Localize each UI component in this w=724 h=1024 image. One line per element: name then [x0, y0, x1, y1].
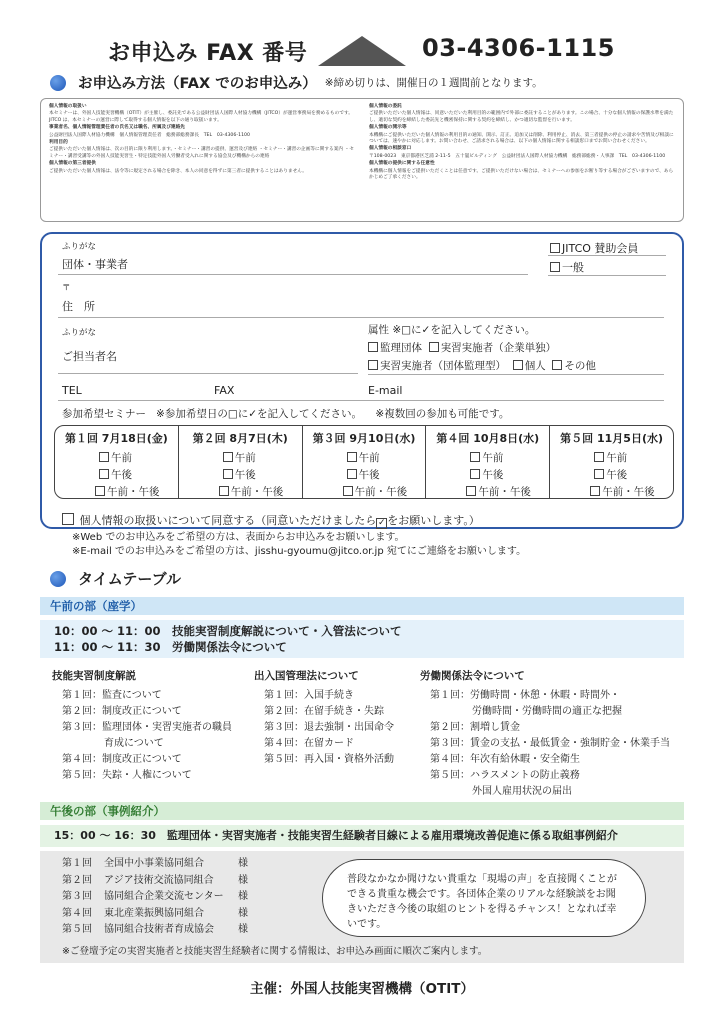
furigana-label: ふりがな	[62, 242, 97, 252]
seminar-label-row	[62, 406, 509, 421]
am-time-block	[40, 620, 684, 658]
seminar-date: 第１回 7月18日(金)	[64, 432, 168, 445]
seminar-note: ※参加希望日の□に✓を記入してください。	[156, 408, 363, 420]
seminar-option-both[interactable]	[55, 484, 178, 501]
consent-text: 個人情報の取扱いについて同意する（同意いただけましたら	[79, 514, 377, 527]
member-option-jitco-label: JITCO 賛助会員	[562, 242, 639, 255]
case-number: 第４回	[62, 907, 92, 919]
checkbox[interactable]	[550, 243, 560, 253]
case-number: 第５回	[62, 924, 92, 935]
divider	[368, 374, 664, 375]
option-label: 午前	[234, 452, 256, 464]
bullet-circle-icon	[50, 571, 66, 587]
privacy-text: ご提供いただいた個人情報は、法令等に規定される場合を除き、本人の同意を得ずに第三者に提供することはありません。	[49, 168, 307, 174]
attr-option-label: 実習実施者（団体監理型）	[380, 360, 506, 372]
seminar-column	[55, 426, 179, 498]
topic-item: 第１回：労働時間・休憩・休暇・時間外・	[430, 690, 620, 701]
seminar-option-am[interactable]	[303, 450, 426, 467]
option-label: 午前・午後	[230, 486, 284, 498]
checkbox[interactable]	[429, 342, 439, 352]
checkbox[interactable]	[223, 469, 233, 479]
seminar-option-pm[interactable]	[426, 467, 549, 484]
option-label: 午後	[358, 469, 380, 481]
privacy-heading: 個人情報の委託	[369, 104, 402, 109]
option-label: 午前・午後	[354, 486, 408, 498]
option-label: 午後	[606, 469, 628, 481]
checkbox[interactable]	[368, 360, 378, 370]
member-option-jitco[interactable]	[550, 240, 638, 256]
checkbox[interactable]	[513, 360, 523, 370]
case-suffix: 様	[238, 874, 248, 886]
privacy-heading: 個人情報の取扱い	[49, 104, 87, 109]
seminar-date: 第２回 8月7日(木)	[192, 432, 288, 445]
am-time-2: 11：00 ～ 11：30 労働関係法令について	[54, 640, 287, 654]
application-notes	[72, 531, 526, 559]
privacy-policy-box	[40, 98, 684, 222]
checkbox[interactable]	[368, 342, 378, 352]
topic-item: 第４回：制度改正について	[62, 754, 182, 765]
timetable-section-head	[50, 568, 181, 589]
am-times	[40, 620, 684, 658]
contact-person-field[interactable]	[58, 373, 358, 374]
seminar-option-am[interactable]	[179, 450, 302, 467]
privacy-heading: 個人情報の第三者提供	[49, 161, 96, 167]
application-form	[40, 232, 684, 529]
privacy-heading: 個人情報の相談窓口	[369, 146, 412, 152]
case-number: 第３回	[62, 891, 92, 902]
checkbox[interactable]	[99, 452, 109, 462]
case-organization: アジア技術交流協同組合	[104, 874, 214, 886]
checkbox[interactable]	[347, 469, 357, 479]
divider	[548, 275, 666, 276]
checkbox[interactable]	[552, 360, 562, 370]
seminar-label: 参加希望セミナー	[62, 408, 146, 420]
seminar-option-am[interactable]	[550, 450, 673, 467]
option-label: 午前・午後	[602, 486, 655, 498]
option-label: 午前	[482, 452, 504, 464]
fax-label: FAX	[214, 384, 235, 397]
case-suffix: 様	[238, 891, 248, 902]
privacy-right-column	[369, 104, 675, 216]
case-suffix: 様	[238, 858, 248, 869]
case-organization: 東北産業振興協同組合	[104, 907, 204, 919]
case-row	[62, 873, 248, 890]
privacy-text: 公益財団法人国際人材協力機構 個人情報管理責任者 総務部総務課長 TEL 03-4306-1100	[49, 132, 251, 138]
speech-bubble: 普段なかなか聞けない貴重な「現場の声」を直接聞くことができる貴重な機会です。各団体企業のリアルな経験談をお聞きいただき今後の取組のヒントを得るチャンス！となれば幸いです。	[322, 859, 646, 937]
seminar-option-pm[interactable]	[55, 467, 178, 484]
seminar-option-both[interactable]	[550, 484, 673, 501]
fax-header	[100, 36, 620, 70]
option-label: 午後	[111, 469, 132, 481]
triangle-icon	[318, 36, 406, 66]
topic-item: 第５回：失踪・人権について	[62, 770, 192, 781]
topic-item-continued: 労働時間・労働時間の適正な把握	[472, 706, 622, 717]
attr-option-label: 監理団体	[380, 342, 422, 354]
seminar-option-both[interactable]	[426, 484, 549, 501]
privacy-text: 〒108-0023 東京都港区芝浦 2-11-5 五十嵐ビルディング 公益財団法人国際人材協力機構 総務部総務・人事課 TEL 03-4306-1100	[369, 153, 666, 159]
topic-heading: 労働関係法令について	[420, 670, 525, 682]
checkbox[interactable]	[343, 486, 353, 496]
tel-fax-email-field[interactable]	[58, 400, 664, 401]
attr-option-label: その他	[564, 360, 596, 372]
seminar-date: 第４回 10月8日(水)	[436, 432, 540, 445]
case-row	[62, 889, 248, 906]
topic-column-labor	[420, 668, 670, 800]
member-option-general[interactable]	[550, 259, 584, 275]
organizer-footer: 主催：外国人技能実習機構（OTIT）	[250, 981, 474, 997]
apply-title: お申込み方法（FAX でのお申込み）	[78, 76, 317, 92]
case-row	[62, 906, 248, 923]
topic-item: 第２回：制度改正について	[62, 706, 182, 717]
topic-item: 第２回：割増し賃金	[430, 722, 520, 733]
option-label: 午前・午後	[107, 486, 160, 498]
checkbox[interactable]	[99, 469, 109, 479]
pm-note: ※ご登壇予定の実習実施者と技能実習生経験者に関する情報は、お申込み画面に順次ご案内します。	[62, 946, 488, 957]
checkbox[interactable]	[470, 452, 480, 462]
privacy-heading: 個人情報の提供に関する任意性	[369, 161, 435, 167]
org-name-field[interactable]	[58, 274, 528, 275]
option-label: 午前	[358, 452, 380, 464]
checkbox[interactable]	[470, 469, 480, 479]
checkbox[interactable]	[219, 486, 229, 496]
attribute-options-row2	[368, 358, 596, 373]
seminar-date: 第３回 9月10日(水)	[312, 432, 416, 445]
topic-item: 第５回：ハラスメントの防止義務	[430, 770, 580, 781]
topic-heading: 技能実習制度解説	[52, 670, 136, 682]
case-number: 第２回	[62, 874, 92, 886]
seminar-column	[179, 426, 303, 498]
contact-person-label: ご担当者名	[62, 350, 117, 363]
attr-option-label: 実習実施者（企業単独）	[440, 342, 557, 354]
option-label: 午前	[606, 452, 628, 464]
attribute-options-row1	[368, 340, 556, 355]
seminar-column	[303, 426, 427, 498]
seminar-option-am[interactable]	[426, 450, 549, 467]
apply-deadline-note: ※締め切りは、開催日の１週間前となります。	[324, 77, 543, 89]
seminar-option-both[interactable]	[179, 484, 302, 501]
checkbox[interactable]	[466, 486, 476, 496]
email-note: ※E-mail でのお申込みをご希望の方は、jisshu-gyoumu@jitco.or.jp 宛てにご連絡をお願いします。	[72, 546, 527, 557]
checkbox[interactable]	[550, 262, 560, 272]
case-row	[62, 922, 248, 939]
topic-item: 第５回：再入国・資格外活動	[264, 754, 394, 765]
email-label: E-mail	[368, 384, 403, 397]
address-field[interactable]	[58, 317, 664, 318]
case-suffix: 様	[238, 924, 248, 935]
topic-item: 第３回：退去強制・出国命令	[264, 722, 394, 733]
member-option-general-label: 一般	[562, 261, 584, 274]
bullet-circle-icon	[50, 75, 66, 91]
pm-title: 午後の部（事例紹介）	[40, 802, 684, 820]
topic-item: 第１回：入国手続き	[264, 690, 354, 701]
case-organization: 全国中小事業協同組合	[104, 858, 204, 869]
option-label: 午前	[111, 452, 132, 464]
privacy-text: 本セミナーは、外国人技能実習機構（OTIT）が主催し、委託先である公益財団法人国際人材協力機構（JITCO）が運営事務局を務めるものです。JITCO は、本セミナーの運営に際して取得する個人情報を以下の通り取扱います。	[49, 111, 353, 123]
case-organization: 協同組合技術者育成協会	[104, 924, 214, 935]
address-label: 住 所	[62, 300, 95, 313]
am-section	[40, 597, 684, 615]
topic-item: 第３回：監理団体・実習実施者の職員	[62, 722, 232, 733]
topic-heading: 出入国管理法について	[254, 670, 359, 682]
case-row	[62, 856, 248, 873]
seminar-option-pm[interactable]	[550, 467, 673, 484]
consent-text-end: をお願いします。）	[387, 514, 480, 527]
topic-item-continued: 育成について	[104, 738, 164, 749]
option-label: 午後	[482, 469, 504, 481]
seminar-column	[550, 426, 673, 498]
seminar-date: 第５回 11月5日(水)	[560, 432, 664, 445]
privacy-heading: 事業者名、個人情報管理責任者の氏名又は職名、所属及び連絡先	[49, 125, 185, 131]
case-organization: 協同組合企業交流センター	[104, 891, 224, 902]
checkbox[interactable]	[594, 452, 604, 462]
attr-option-label: 個人	[524, 360, 546, 372]
postal-mark: 〒	[62, 283, 71, 293]
case-suffix: 様	[238, 907, 248, 919]
case-list	[62, 856, 248, 939]
seminar-column	[426, 426, 550, 498]
topic-item: 第４回：年次有給休暇・安全衛生	[430, 754, 580, 765]
topic-column-training	[52, 668, 232, 784]
privacy-heading: 利用目的	[49, 140, 68, 146]
consent-checkbox[interactable]	[62, 513, 74, 525]
checkbox[interactable]	[95, 486, 105, 496]
seminar-option-pm[interactable]	[303, 467, 426, 484]
privacy-text: ご提供いただいた個人情報は、次の目的に限り利用します。・セミナー・講習の提供、運営及び連絡 ・セミナー・講習の企画等に関する案内 ・セミナー・講習受講等の外国人技能実習生・特定技能外国人労働者受入れに関する協会及び機構からの連絡	[49, 147, 354, 159]
org-name-label: 団体・事業者	[62, 258, 128, 271]
divider	[548, 255, 666, 256]
check-mark-icon: ✓	[378, 518, 386, 528]
topic-item-continued: 外国人雇用状況の届出	[472, 786, 572, 797]
topic-item: 第３回：賃金の支払・最低賃金・強制貯金・休業手当	[430, 738, 670, 749]
web-note: ※Web でのお申込みをご希望の方は、表面からお申込みをお願いします。	[72, 532, 405, 543]
timetable-title: タイムテーブル	[78, 570, 182, 588]
checkbox[interactable]	[594, 469, 604, 479]
topic-item: 第２回：在留手続き・失踪	[264, 706, 384, 717]
apply-section-head	[50, 72, 543, 93]
case-study-box	[40, 851, 684, 963]
checkbox[interactable]	[347, 452, 357, 462]
topic-item: 第４回：在留カード	[264, 738, 354, 749]
seminar-note-multiple: ※複数回の参加も可能です。	[375, 408, 510, 420]
privacy-text: 本機構にご提供いただいた個人情報の利用目的の通知、開示、訂正、追加又は削除、利用停止、消去、第三者提供の停止の請求や苦情及び相談については、速やかに対応します。お問い合わせ、ご請求される場合は、以下の個人情報に関する相談窓口までお問い合わせください。	[369, 132, 674, 145]
attribute-label: 属性 ※□に✓を記入してください。	[368, 324, 536, 336]
seminar-option-pm[interactable]	[179, 467, 302, 484]
am-time-1: 10：00 ～ 11：00 技能実習制度解説について・入管法について	[54, 624, 402, 638]
privacy-text: ご提供いただいた個人情報は、同意いただいた利用目的の範囲内で外部に委託することがあります。この場合、十分な個人情報の保護水準を満たし、適切な契約を締結した委託先と機密保持に関する契約を締結し、かつ適切な監督を行います。	[369, 111, 674, 123]
fax-title: お申込み FAX 番号	[108, 41, 308, 66]
privacy-left-column	[49, 104, 355, 216]
consent-row[interactable]	[62, 512, 480, 529]
pm-times	[40, 825, 684, 847]
checkbox[interactable]	[590, 486, 600, 496]
am-title: 午前の部（座学）	[40, 597, 684, 615]
furigana-label: ふりがな	[62, 328, 97, 338]
topic-item: 第１回：監査について	[62, 690, 162, 701]
seminar-grid	[54, 425, 674, 499]
pm-time: 15：00 ～ 16：30 監理団体・実習実施者・技能実習生経験者目線による雇用環境改善促進に係る取組事例紹介	[40, 825, 684, 847]
seminar-option-both[interactable]	[303, 484, 426, 501]
privacy-text: 本機構に個人情報をご提供いただくことは任意です。ご提供いただけない場合は、セミナーへの参加をお断り等する場合がございますので、あらかじめご了承ください。	[369, 168, 674, 181]
pm-section	[40, 802, 684, 820]
fax-number: 03-4306-1115	[422, 34, 615, 62]
seminar-option-am[interactable]	[55, 450, 178, 467]
checkbox[interactable]	[223, 452, 233, 462]
tel-label: TEL	[62, 384, 82, 397]
option-label: 午前・午後	[478, 486, 531, 498]
case-number: 第１回	[62, 858, 92, 869]
privacy-heading: 個人情報の開示等	[369, 125, 407, 131]
topic-column-immigration	[254, 668, 394, 768]
option-label: 午後	[234, 469, 256, 481]
